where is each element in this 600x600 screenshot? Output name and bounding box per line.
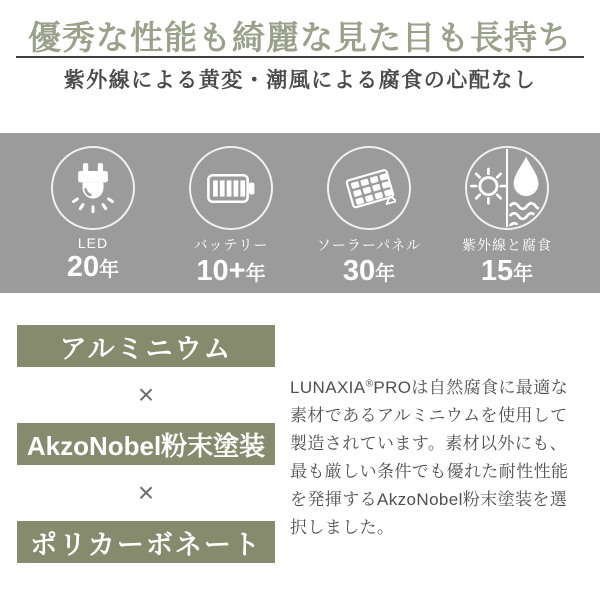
durability-item-led (24, 133, 162, 282)
registered-mark-icon: ® (365, 378, 374, 390)
value-number: 10+ (196, 255, 246, 287)
description-text (290, 374, 580, 542)
brand-name: LUNAXIA (290, 378, 366, 397)
value-unit: 年 (245, 263, 266, 285)
description-body: は自然腐食に最適な素材であるアルミニウムを使用して製造されています。素材以外にも、最も厳しい条件でも優れた耐性性能を発揮するAkzoNobel粉末塗装を選択しました。 (290, 378, 569, 537)
durability-item-battery (162, 133, 300, 286)
brand-suffix: PRO (373, 378, 412, 397)
durability-value (196, 256, 265, 286)
material-box-aluminum: アルミニウム (17, 325, 275, 367)
durability-value (67, 252, 119, 282)
multiply-icon: × (137, 477, 155, 508)
value-number: 30 (342, 255, 376, 287)
value-unit: 年 (375, 263, 396, 285)
solar-panel-icon (327, 146, 411, 230)
durability-label: ソーラーパネル (316, 237, 422, 253)
value-unit: 年 (99, 259, 120, 281)
durability-value (481, 256, 533, 286)
durability-label: バッテリー (193, 237, 269, 253)
page-title: 優秀な性能も綺麗な見た目も長持ち (28, 19, 572, 56)
page-subtitle: 紫外線による黄変・潮風による腐食の心配なし (63, 69, 537, 92)
durability-value (343, 256, 395, 286)
battery-icon (189, 146, 273, 230)
uv-corrosion-icon (465, 146, 549, 230)
durability-label: LED (77, 235, 109, 251)
title-underline (16, 56, 584, 58)
durability-item-uv-corrosion (438, 133, 576, 286)
value-number: 15 (480, 255, 514, 287)
multiply-icon: × (137, 379, 155, 410)
material-box-polycarbonate: ポリカーボネート (17, 521, 275, 563)
value-unit: 年 (513, 263, 534, 285)
durability-item-solar (300, 133, 438, 286)
led-plug-icon (51, 146, 135, 230)
durability-label: 紫外線と腐食 (462, 237, 552, 253)
value-number: 20 (66, 251, 100, 283)
materials-stack (17, 325, 275, 563)
durability-panel (0, 133, 600, 293)
material-box-akzonobel: AkzoNobel粉末塗装 (17, 423, 275, 465)
